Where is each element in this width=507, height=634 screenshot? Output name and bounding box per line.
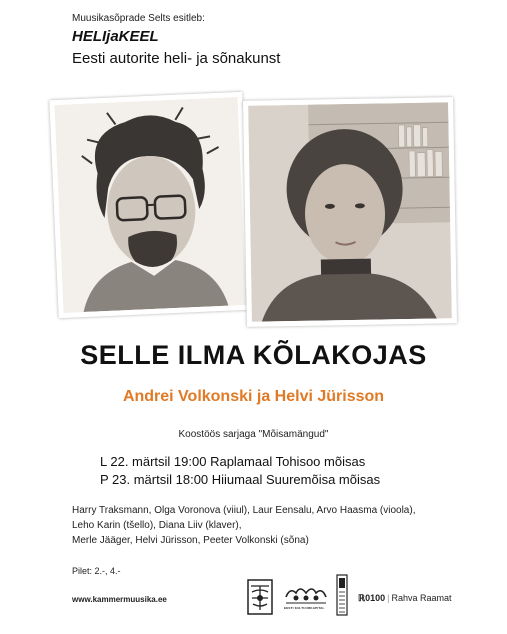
series-subtitle: Eesti autorite heli- ja sõnakunst	[72, 50, 281, 67]
sponsor-vertical-logo	[336, 574, 348, 616]
photo-helvi-jurisson	[243, 97, 457, 327]
culture-fund-label: EESTI KULTUURKAPITAL	[284, 606, 325, 610]
collaboration-note: Koostöös sarjaga "Mõisamängud"	[178, 429, 329, 440]
culture-fund-logo	[282, 583, 330, 613]
artist-names: Andrei Volkonski ja Helvi Jürisson	[122, 388, 385, 405]
performers-line: Merle Jääger, Helvi Jürisson, Peeter Volkonski (sõna)	[72, 535, 309, 546]
headline: SELLE ILMA KÕLAKOJAS	[80, 340, 427, 370]
rahva-mark: ℝ0100	[358, 593, 386, 603]
rahva-raamat-logo: ℝ0100 | Rahva Raamat	[358, 593, 452, 603]
website-link[interactable]: www.kammermuusika.ee	[72, 595, 167, 604]
photo-andrei-volkonski	[49, 92, 251, 318]
presenter-line: Muusikasõprade Selts esitleb:	[72, 13, 205, 24]
series-title: HELIjaKEEL	[72, 28, 159, 45]
performers-line: Harry Traksmann, Olga Voronova (viiul), Laur Eensalu, Arvo Haasma (vioola),	[72, 505, 416, 516]
performers-line: Leho Karin (tšello), Diana Liiv (klaver),	[72, 520, 242, 531]
event-line: L 22. märtsil 19:00 Raplamaal Tohisoo mõisas	[100, 454, 366, 469]
society-emblem-logo	[246, 578, 274, 616]
rahva-name: Rahva Raamat	[391, 593, 452, 603]
event-line: P 23. märtsil 18:00 Hiiumaal Suuremõisa mõisas	[100, 472, 381, 487]
ticket-prices: Pilet: 2.-, 4.-	[72, 566, 121, 576]
